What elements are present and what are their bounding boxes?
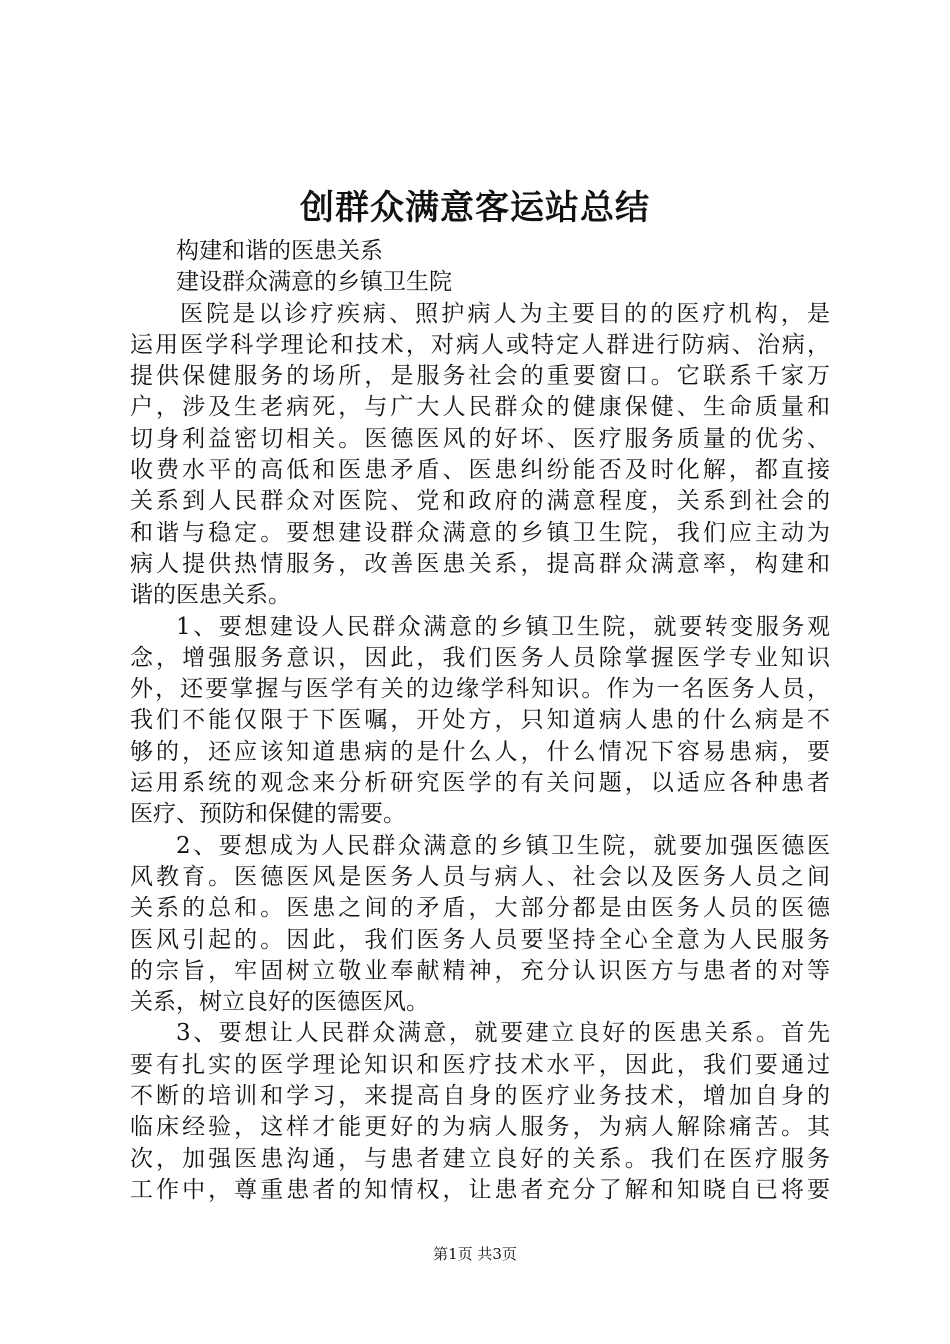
body-line: 谐的医患关系。	[130, 582, 291, 609]
body-line: 医疗、预防和保健的需要。	[130, 801, 406, 828]
body-line: 关系，树立良好的医德医风。	[130, 989, 429, 1016]
body-line: 外，还要掌握与医学有关的边缘学科知识。作为一名医务人员，	[130, 676, 830, 703]
body-line: 构建和谐的医患关系	[176, 238, 383, 264]
body-line: 提供保健服务的场所，是服务社会的重要窗口。它联系千家万	[130, 363, 830, 390]
body-line: 运用医学科学理论和技术，对病人或特定人群进行防病、治病，	[130, 331, 830, 358]
body-line: 不断的培训和学习，来提高自身的医疗业务技术，增加自身的	[130, 1083, 830, 1110]
body-line: 关系到人民群众对医院、党和政府的满意程度，关系到社会的	[130, 488, 830, 515]
body-line: 2、要想成为人民群众满意的乡镇卫生院，就要加强医德医	[176, 832, 830, 859]
body-line: 关系的总和。医患之间的矛盾，大部分都是由医务人员的医德	[130, 895, 830, 922]
document-title: 创群众满意客运站总结	[300, 188, 650, 228]
body-line: 3、要想让人民群众满意，就要建立良好的医患关系。首先	[176, 1020, 830, 1047]
body-line: 工作中，尊重患者的知情权，让患者充分了解和知晓自已将要	[130, 1176, 830, 1203]
body-line: 医院是以诊疗疾病、照护病人为主要目的的医疗机构，是	[180, 300, 830, 327]
page-footer: 第1页 共3页	[433, 1245, 517, 1263]
body-line: 的宗旨，牢固树立敬业奉献精神，充分认识医方与患者的对等	[130, 957, 830, 984]
body-line: 和谐与稳定。要想建设群众满意的乡镇卫生院，我们应主动为	[130, 519, 830, 546]
body-line: 运用系统的观念来分析研究医学的有关问题，以适应各种患者	[130, 770, 830, 797]
body-line: 收费水平的高低和医患矛盾、医患纠纷能否及时化解，都直接	[130, 457, 830, 484]
body-line: 临床经验，这样才能更好的为病人服务，为病人解除痛苦。其	[130, 1114, 830, 1141]
body-line: 户，涉及生老病死，与广大人民群众的健康保健、生命质量和	[130, 394, 830, 421]
body-line: 切身利益密切相关。医德医风的好坏、医疗服务质量的优劣、	[130, 425, 830, 452]
body-line: 次，加强医患沟通，与患者建立良好的关系。我们在医疗服务	[130, 1145, 830, 1172]
body-line: 要有扎实的医学理论知识和医疗技术水平，因此，我们要通过	[130, 1051, 830, 1078]
document-body	[130, 236, 830, 1206]
body-line: 医风引起的。因此，我们医务人员要坚持全心全意为人民服务	[130, 926, 830, 953]
body-line: 风教育。医德医风是医务人员与病人、社会以及医务人员之间	[130, 863, 830, 890]
body-line: 建设群众满意的乡镇卫生院	[176, 269, 452, 296]
body-line: 病人提供热情服务，改善医患关系，提高群众满意率，构建和	[130, 550, 830, 577]
body-line: 1、要想建设人民群众满意的乡镇卫生院，就要转变服务观	[176, 613, 830, 640]
body-line: 够的，还应该知道患病的是什么人，什么情况下容易患病，要	[130, 738, 830, 765]
body-line: 我们不能仅限于下医嘱，开处方，只知道病人患的什么病是不	[130, 707, 830, 734]
body-line: 念，增强服务意识，因此，我们医务人员除掌握医学专业知识	[130, 644, 830, 671]
